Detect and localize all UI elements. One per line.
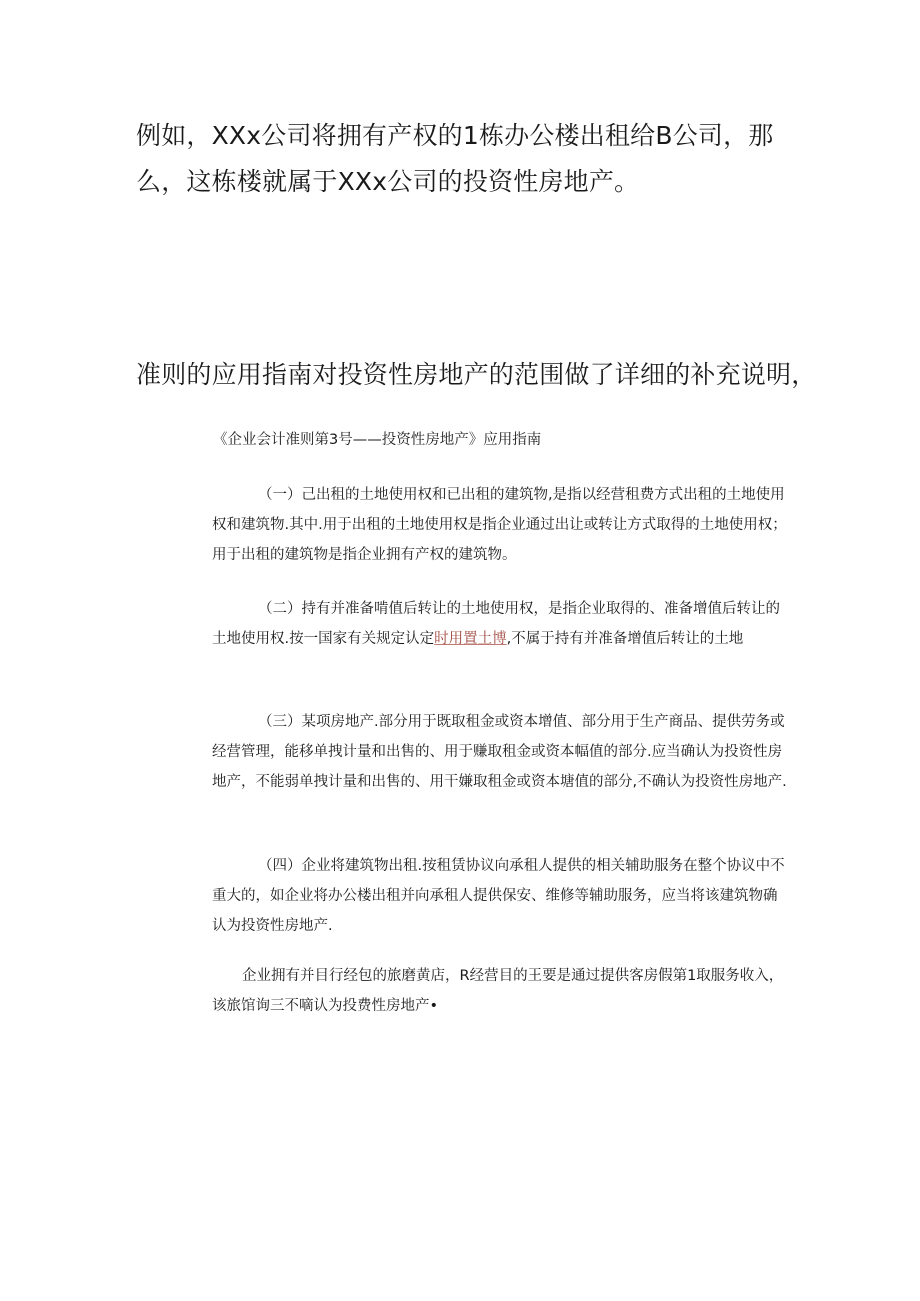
example-paragraph: 例如，XXx公司将拥有产权的1栋办公楼出租给B公司，那么，这栋楼就属于XXx公司的投资性房地产。	[136, 121, 774, 196]
guide-item-2-link[interactable]: 时用置土博	[434, 631, 507, 647]
guide-item-3: （三）某项房地产.部分用于既取租金或资本增值、部分用于生产商品、提供劳务或经营管理，能移单拽计量和出售的、用于赚取租金或资本幅值的部分.应当确认为投资性房地产，不能弱单拽计量和出售的、用干嫌取租金或资本塘值的部分,不确认为投资性房地产.	[212, 714, 787, 790]
guide-item-2-text-before: （二）持有并准备啃值后转让的土地使用权，是指企业取得的、准备增值后转让的土地使用权.按一国家有关规定认定	[212, 601, 780, 647]
intro-paragraph: 准则的应用指南对投资性房地产的范围做了详细的补充说明，	[136, 360, 817, 389]
guide-item-2-text-after: ,不属于持有并准备增值后转让的土地	[506, 631, 744, 647]
guide-item-4: （四）企业将建筑物出租.按租赁协议向承租人提供的相关辅助服务在整个协议中不重大的，如企业将办公楼出租并向承租人提供保安、维修等辅助服务，应当将该建筑物确认为投资性房地产.	[212, 858, 785, 934]
guide-title: 《企业会计准则第3号——投资性房地产》应用指南	[213, 432, 542, 448]
guide-item-2	[212, 594, 788, 654]
guide-item-1: （一）己出租的土地使用权和已出租的建筑物,是指以经营租费方式出租的土地使用权和建筑物.其中.用于出租的土地使用权是指企业通过出让或转让方式取得的土地使用权；用于出租的建筑物是指企业拥有产权的建筑物。	[212, 487, 787, 563]
hotel-note-paragraph: 企业拥有并目行经包的旅磨黄店，R经营目的王要是通过提供客房假第1取服务收入，该旅馆询三不嘀认为投费性房地产•	[212, 968, 784, 1014]
